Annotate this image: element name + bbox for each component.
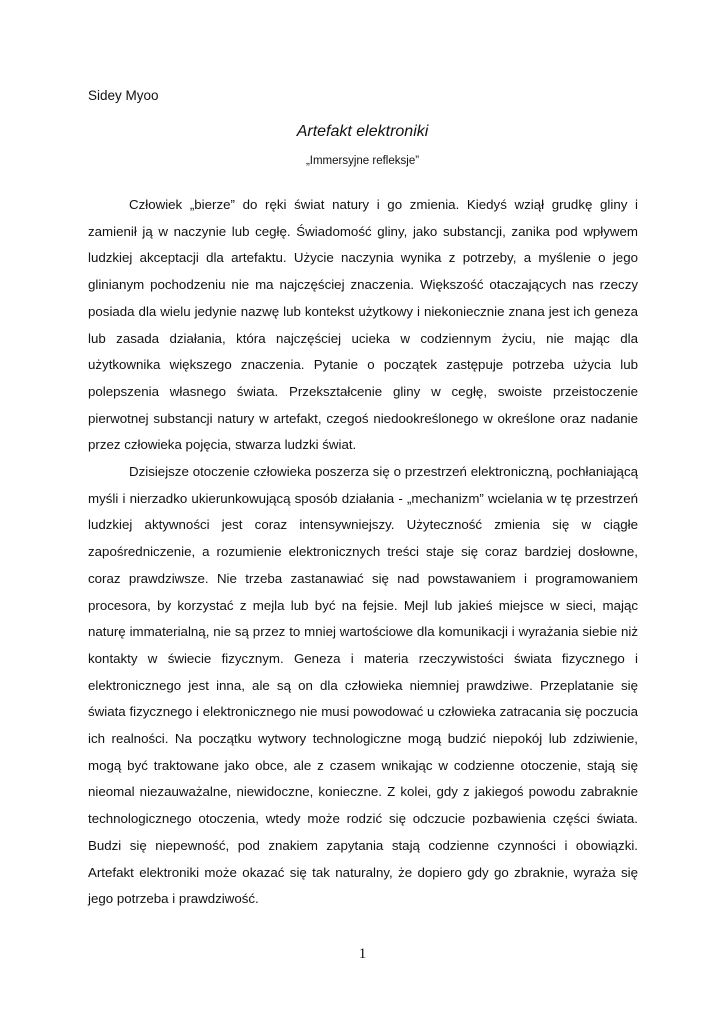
author-name: Sidey Myoo	[88, 88, 159, 103]
paragraph: Człowiek „bierze” do ręki świat natury i go zmienia. Kiedyś wziął grudkę gliny i zamienił ją w naczynie lub cegłę. Świadomość gliny, jako substancji, zanika pod wpływem ludzkiej akceptacji dla artefaktu. Użycie naczynia wynika z potrzeby, a myślenie o jego glinianym pochodzeniu nie ma najczęściej znaczenia. Większość otaczających nas rzeczy posiada dla wielu jedynie nazwę lub kontekst użytkowy i niekoniecznie znana jest ich geneza lub zasada działania, która najczęściej ucieka w codziennym życiu, nie mając dla użytkownika większego znaczenia. Pytanie o początek zastępuje potrzeba użycia lub polepszenia własnego świata. Przekształcenie gliny w cegłę, swoiste przeistoczenie pierwotnej substancji natury w artefakt, czegoś niedookreślonego w określone oraz nadanie przez człowieka pojęcia, stwarza ludzki świat.	[88, 197, 638, 453]
document-title: Artefakt elektroniki	[296, 123, 429, 140]
paragraph: Dzisiejsze otoczenie człowieka poszerza się o przestrzeń elektroniczną, pochłaniającą myśli i nierzadko ukierunkowującą sposób działania - „mechanizm” wcielania w tę przestrzeń ludzkiej aktywności jest coraz intensywniejszy. Użyteczność zmienia się w ciągłe zapośredniczenie, a rozumienie elektronicznych treści staje się coraz bardziej dosłowne, coraz prawdziwsze. Nie trzeba zastanawiać się nad powstawaniem i programowaniem procesora, by korzystać z mejla lub być na fejsie. Mejl lub jakieś miejsce w sieci, mając naturę immaterialną, nie są przez to mniej wartościowe dla komunikacji i wyrażania siebie niż kontakty w świecie fizycznym. Geneza i materia rzeczywistości świata fizycznego i elektronicznego jest inna, ale są on dla człowieka niemniej prawdziwe. Przeplatanie się świata fizycznego i elektronicznego nie musi powodować u człowieka zatracania się poczucia ich realności. Na początku wytwory technologiczne mogą budzić niepokój lub zdziwienie, mogą być traktowane jako obce, ale z czasem wnikając w codzienne otoczenie, stają się nieomal niezauważalne, niewidoczne, konieczne. Z kolei, gdy z jakiegoś powodu zabraknie technologicznego otoczenia, wtedy może rodzić się odczucie pozbawienia części świata. Budzi się niepewność, pod znakiem zapytania stają codzienne czynności i obowiązki. Artefakt elektroniki może okazać się tak naturalny, że dopiero gdy go zbraknie, wyraża się jego potrzeba i prawdziwość.	[88, 464, 638, 907]
document-subtitle: „Immersyjne refleksje”	[305, 155, 420, 167]
document-body	[88, 192, 638, 913]
page-number: 1	[358, 946, 367, 962]
